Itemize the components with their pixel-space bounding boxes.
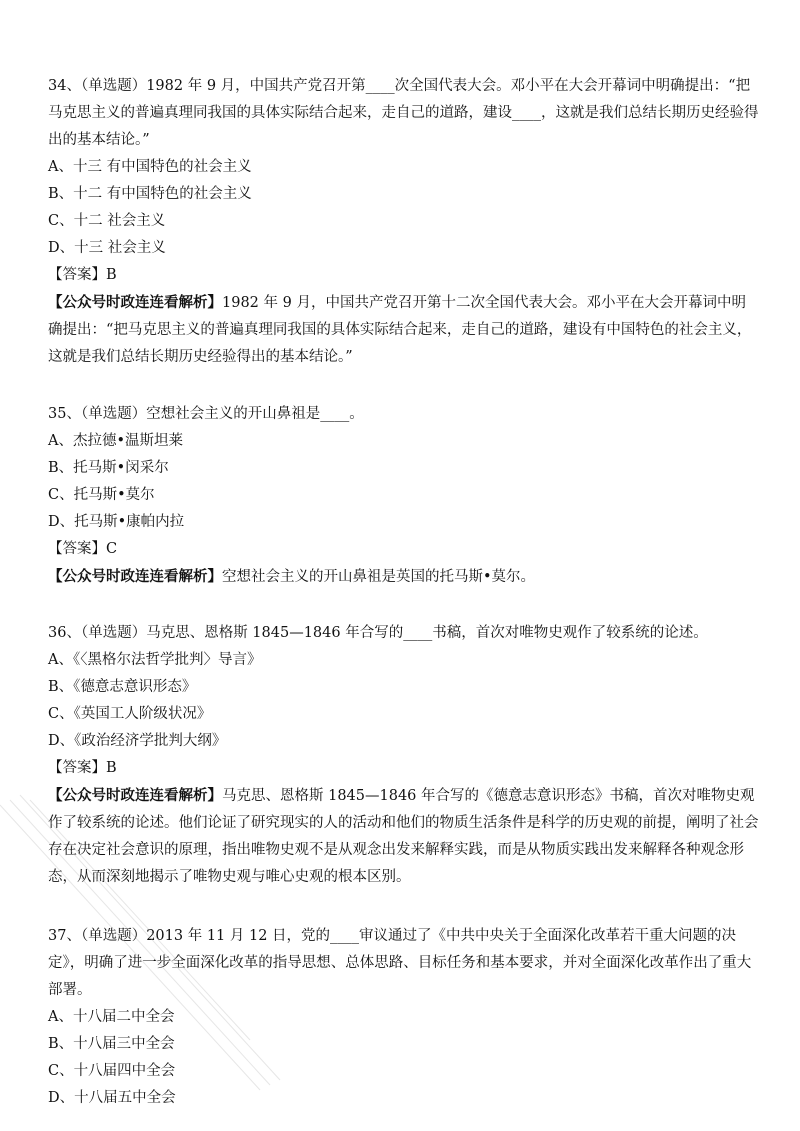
answer: 【答案】B bbox=[48, 267, 117, 283]
answer: 【答案】C bbox=[48, 541, 118, 557]
option-a: A、十三 有中国特色的社会主义 bbox=[48, 159, 252, 175]
option-d: D、《政治经济学批判大纲》 bbox=[48, 733, 227, 749]
question-stem: 34、（单选题）1982 年 9 月，中国共产党召开第____次全国代表大会。邓小平在大会开幕词中明确提出：“把马克思主义的普遍真理同我国的具体实际结合起来，走自己的道路，建设____，这就是我们总结长期历史经验得出的基本结论。” bbox=[48, 78, 759, 148]
option-c: C、十二 社会主义 bbox=[48, 213, 166, 229]
option-d: D、托马斯•康帕内拉 bbox=[48, 514, 185, 530]
analysis-text: 1982 年 9 月，中国共产党召开第十二次全国代表大会。邓小平在大会开幕词中明确提出：“把马克思主义的普遍真理同我国的具体实际结合起来，走自己的道路，建设有中国特色的社会主义，这就是我们总结长期历史经验得出的基本结论。” bbox=[48, 295, 752, 365]
analysis-text: 马克思、恩格斯 1845—1846 年合写的《德意志意识形态》书稿，首次对唯物史观作了较系统的论述。他们论证了研究现实的人的活动和他们的物质生活条件是科学的历史观的前提，阐明了社会存在决定社会意识的原理，指出唯物史观不是从观念出发来解释实践，而是从物质实践出发来解释各种观念形态，从而深刻地揭示了唯物史观与唯心史观的根本区别。 bbox=[48, 788, 759, 885]
option-c: C、十八届四中全会 bbox=[48, 1063, 176, 1079]
question-stem: 36、（单选题）马克思、恩格斯 1845—1846 年合写的____书稿，首次对唯物史观作了较系统的论述。 bbox=[48, 625, 708, 641]
option-b: B、托马斯•闵采尔 bbox=[48, 460, 169, 476]
option-b: B、《德意志意识形态》 bbox=[48, 679, 197, 695]
analysis-tag: 【公众号时政连连看解析】 bbox=[48, 568, 222, 585]
question-stem: 35、（单选题）空想社会主义的开山鼻祖是____。 bbox=[48, 406, 364, 422]
analysis bbox=[48, 782, 760, 891]
option-b: B、十二 有中国特色的社会主义 bbox=[48, 186, 252, 202]
analysis-text: 空想社会主义的开山鼻祖是英国的托马斯•莫尔。 bbox=[222, 569, 536, 585]
option-a: A、十八届二中全会 bbox=[48, 1009, 175, 1025]
question-35 bbox=[48, 401, 760, 591]
option-b: B、十八届三中全会 bbox=[48, 1036, 175, 1052]
option-d: D、十三 社会主义 bbox=[48, 240, 166, 256]
option-a: A、《〈黑格尔法哲学批判〉导言》 bbox=[48, 652, 262, 668]
option-c: C、《英国工人阶级状况》 bbox=[48, 706, 212, 722]
question-36 bbox=[48, 620, 760, 891]
analysis-tag: 【公众号时政连连看解析】 bbox=[48, 787, 222, 804]
option-a: A、杰拉德•温斯坦莱 bbox=[48, 433, 184, 449]
question-stem: 37、（单选题）2013 年 11 月 12 日，党的____审议通过了《中共中央关于全面深化改革若干重大问题的决定》，明确了进一步全面深化改革的指导思想、总体思路、目标任务和基本要求，并对全面深化改革作出了重大部署。 bbox=[48, 928, 752, 998]
analysis-tag: 【公众号时政连连看解析】 bbox=[48, 294, 222, 311]
question-34 bbox=[48, 73, 760, 371]
answer: 【答案】B bbox=[48, 760, 117, 776]
question-37 bbox=[48, 923, 760, 1112]
analysis bbox=[48, 289, 760, 371]
option-d: D、十八届五中全会 bbox=[48, 1090, 176, 1106]
option-c: C、托马斯•莫尔 bbox=[48, 487, 155, 503]
analysis bbox=[48, 563, 760, 591]
